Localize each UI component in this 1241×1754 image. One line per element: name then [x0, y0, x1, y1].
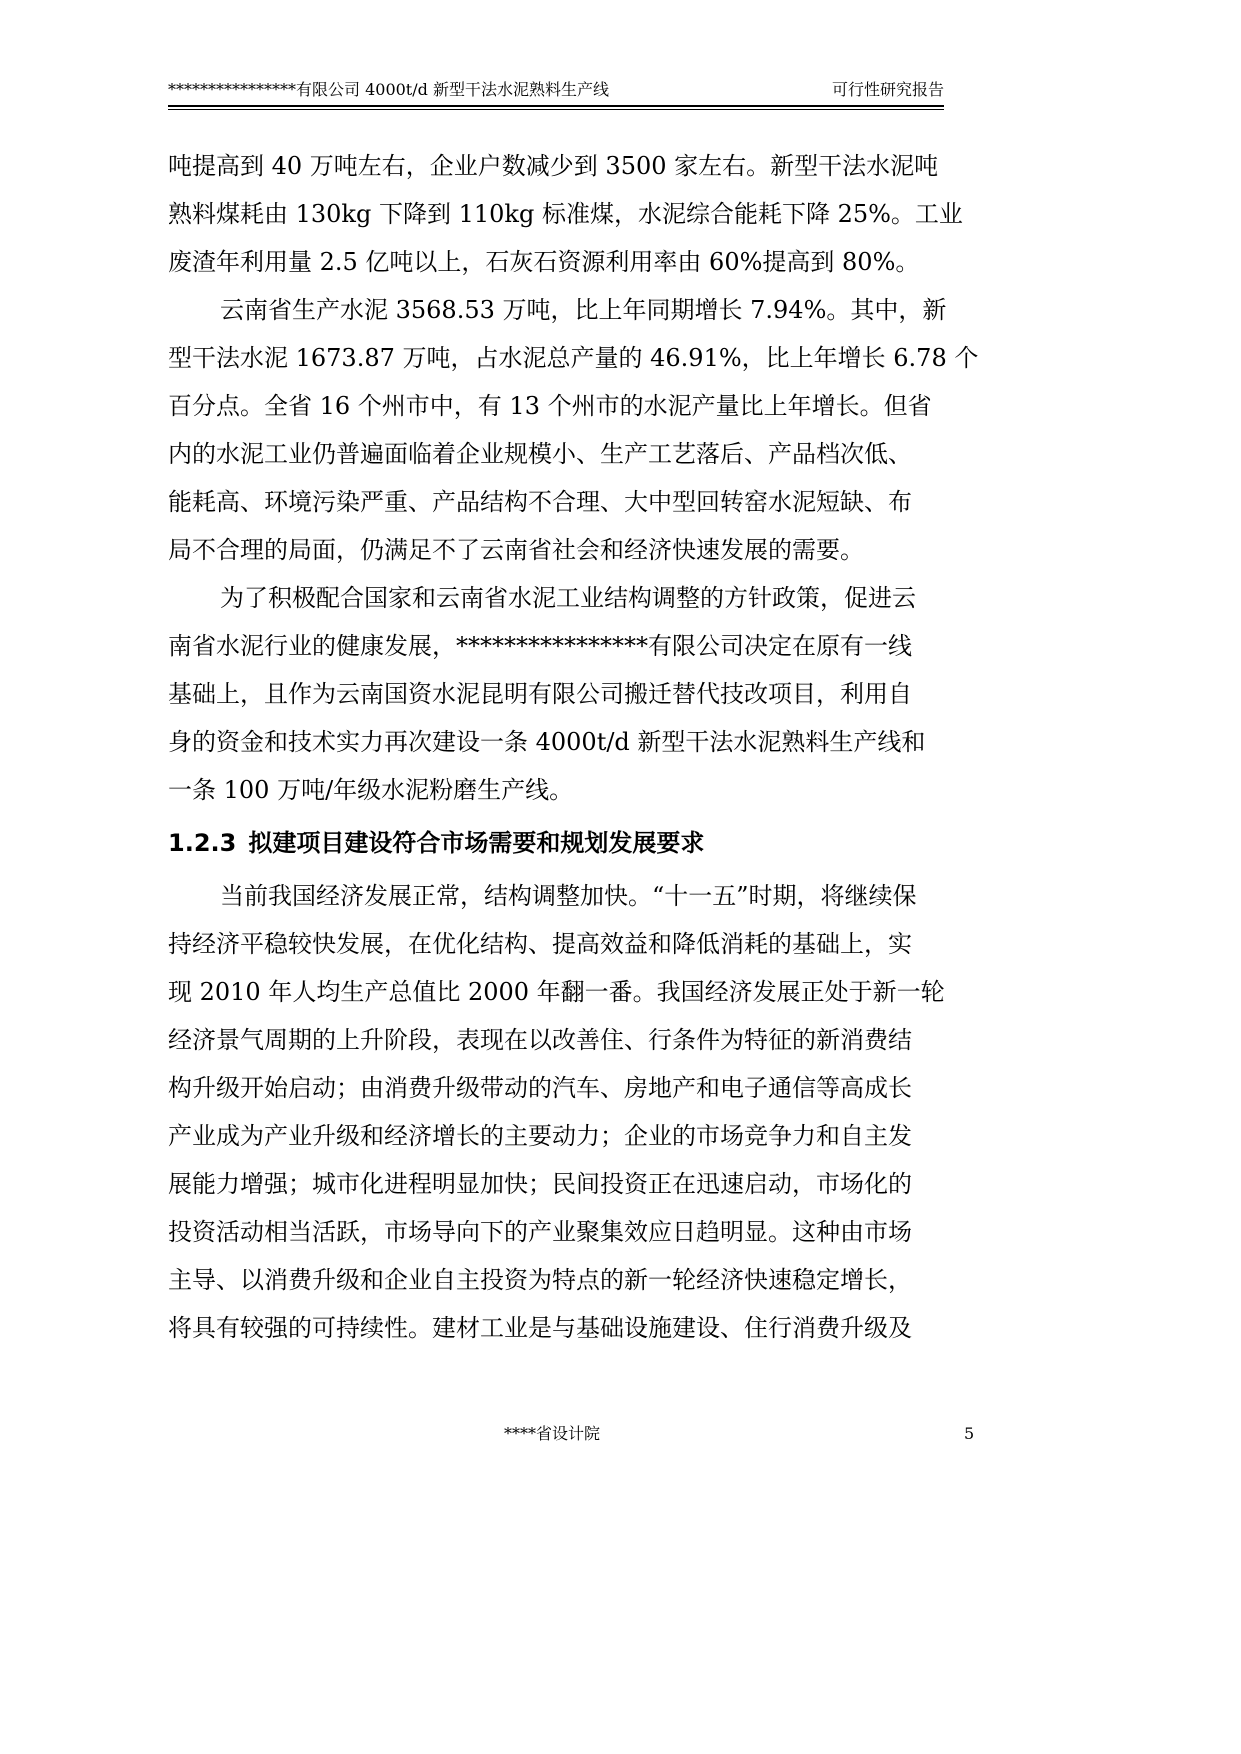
body-line: 展能力增强；城市化进程明显加快；民间投资正在迅速启动，市场化的: [168, 1170, 912, 1198]
header-rule-thick: [168, 105, 944, 107]
body-line: 云南省生产水泥 3568.53 万吨，比上年同期增长 7.94%。其中，新: [220, 296, 947, 324]
body-line: 内的水泥工业仍普遍面临着企业规模小、生产工艺落后、产品档次低、: [168, 440, 912, 468]
body-line: 基础上，且作为云南国资水泥昆明有限公司搬迁替代技改项目，利用自: [168, 680, 912, 708]
header-document-title: ****************有限公司 4000t/d 新型干法水泥熟料生产线: [168, 80, 609, 99]
footer-institute: ****省设计院: [503, 1424, 600, 1443]
page-footer: [0, 1419, 1104, 1449]
body-line: 一条 100 万吨/年级水泥粉磨生产线。: [168, 776, 574, 804]
body-line: 熟料煤耗由 130kg 下降到 110kg 标准煤，水泥综合能耗下降 25%。工业: [168, 200, 963, 228]
page-body: [168, 142, 978, 1352]
header-report-type: 可行性研究报告: [831, 80, 944, 99]
page-number: 5: [964, 1424, 975, 1443]
body-line: 废渣年利用量 2.5 亿吨以上，石灰石资源利用率由 60%提高到 80%。: [168, 248, 920, 276]
section-heading-text: 拟建项目建设符合市场需要和规划发展要求: [248, 829, 705, 857]
body-line: 持经济平稳较快发展，在优化结构、提高效益和降低消耗的基础上，实: [168, 930, 912, 958]
body-line: 产业成为产业升级和经济增长的主要动力；企业的市场竞争力和自主发: [168, 1122, 912, 1150]
section-heading-number: 1.2.3: [168, 829, 237, 857]
page-header: [168, 76, 944, 104]
body-line: 型干法水泥 1673.87 万吨，占水泥总产量的 46.91%，比上年增长 6.78 个: [168, 344, 979, 372]
body-line: 能耗高、环境污染严重、产品结构不合理、大中型回转窑水泥短缺、布: [168, 488, 912, 516]
body-line: 为了积极配合国家和云南省水泥工业结构调整的方针政策，促进云: [220, 584, 916, 612]
body-line: 现 2010 年人均生产总值比 2000 年翻一番。我国经济发展正处于新一轮: [168, 978, 945, 1006]
body-line: 构升级开始启动；由消费升级带动的汽车、房地产和电子通信等高成长: [168, 1074, 912, 1102]
body-line: 当前我国经济发展正常，结构调整加快。“十一五”时期，将继续保: [220, 882, 917, 910]
body-line: 吨提高到 40 万吨左右，企业户数减少到 3500 家左右。新型干法水泥吨: [168, 152, 939, 180]
body-line: 将具有较强的可持续性。建材工业是与基础设施建设、住行消费升级及: [168, 1314, 912, 1342]
body-line: 局不合理的局面，仍满足不了云南省社会和经济快速发展的需要。: [168, 536, 864, 564]
body-line: 主导、以消费升级和企业自主投资为特点的新一轮经济快速稳定增长，: [168, 1266, 912, 1294]
section-heading: [168, 814, 978, 872]
body-line: 经济景气周期的上升阶段，表现在以改善住、行条件为特征的新消费结: [168, 1026, 912, 1054]
body-line: 百分点。全省 16 个州市中，有 13 个州市的水泥产量比上年增长。但省: [168, 392, 932, 420]
body-line: 身的资金和技术实力再次建设一条 4000t/d 新型干法水泥熟料生产线和: [168, 728, 926, 756]
header-rule-thin: [168, 109, 944, 110]
body-line: 投资活动相当活跃，市场导向下的产业聚集效应日趋明显。这种由市场: [168, 1218, 912, 1246]
body-line: 南省水泥行业的健康发展，****************有限公司决定在原有一线: [168, 632, 912, 660]
